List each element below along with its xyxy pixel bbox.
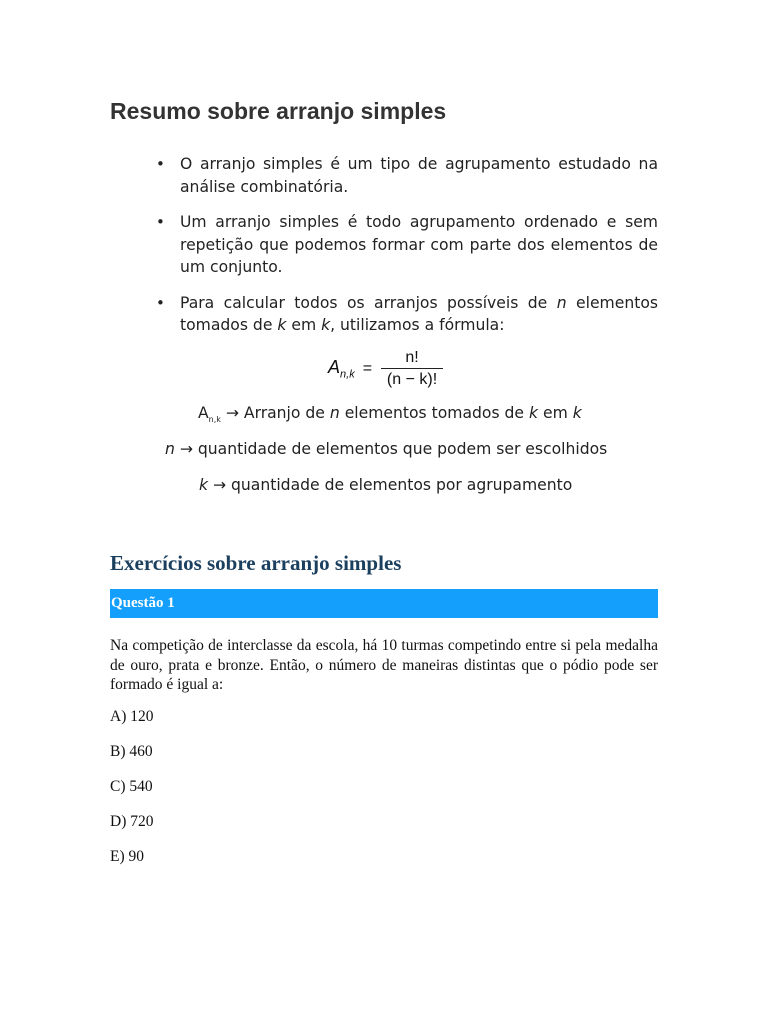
- option-e: E) 90: [110, 848, 145, 865]
- question-text: Na competição de interclasse da escola, há 10 turmas competindo entre si pela medalha de ouro, prata e bronze. Então, o número de maneiras distintas que o pódio pode ser formado é igual a:: [110, 637, 658, 693]
- bullet-3-seg2: elementos tomados de: [180, 293, 658, 334]
- formula-equals: =: [362, 360, 373, 377]
- exercises-title: Exercícios sobre arranjo simples: [110, 551, 402, 575]
- def1-var-k2: k: [572, 404, 582, 422]
- question-header-bar: [110, 589, 658, 618]
- def3-symbol: k: [199, 476, 209, 494]
- option-b: B) 460: [110, 743, 153, 760]
- definition-a-nk: [198, 404, 582, 424]
- summary-bullet-list: [110, 153, 658, 350]
- def1-var-k1: k: [528, 404, 539, 422]
- formula-fraction: [381, 349, 443, 389]
- summary-title: Resumo sobre arranjo simples: [110, 98, 447, 124]
- bullet-item-3: [110, 292, 658, 337]
- def1-subscript: n,k: [208, 415, 221, 425]
- formula-lhs-base: A: [328, 357, 341, 378]
- definition-n: [165, 440, 607, 458]
- bullet-3-var-k2: k: [321, 316, 331, 334]
- question-label: Questão 1: [111, 595, 175, 611]
- arrangement-formula: [328, 346, 443, 392]
- bullet-3-seg1: Para calcular todos os arranjos possíveis de: [180, 293, 557, 312]
- option-d: D) 720: [110, 813, 154, 830]
- formula-lhs: [328, 357, 355, 381]
- def1-var-n: n: [329, 404, 340, 422]
- definition-k: [199, 476, 572, 494]
- formula-denominator: (n − k)!: [386, 371, 438, 388]
- def1-text-c: em: [538, 404, 573, 422]
- option-a: A) 120: [110, 708, 154, 725]
- def1-text-a: → Arranjo de: [220, 404, 330, 422]
- def1-text-b: elementos tomados de: [339, 404, 529, 422]
- formula-numerator: n!: [381, 349, 443, 369]
- bullet-item-2: • Um arranjo simples é todo agrupamento ordenado e sem repetição que podemos formar com parte dos elementos de um conjunto.: [110, 211, 658, 279]
- option-c: C) 540: [110, 778, 153, 795]
- def2-text: → quantidade de elementos que podem ser escolhidos: [174, 440, 608, 458]
- def1-symbol: A: [198, 404, 209, 422]
- bullet-item-1: • O arranjo simples é um tipo de agrupamento estudado na análise combinatória.: [110, 153, 658, 198]
- bullet-3-seg3: em: [286, 316, 322, 334]
- formula-lhs-subscript: n,k: [340, 368, 355, 381]
- bullet-3-var-n: n: [556, 293, 567, 312]
- bullet-3-var-k1: k: [277, 316, 287, 334]
- def2-symbol: n: [165, 440, 175, 458]
- def3-text: → quantidade de elementos por agrupamento: [208, 476, 573, 494]
- bullet-3-seg4: , utilizamos a fórmula:: [330, 316, 505, 334]
